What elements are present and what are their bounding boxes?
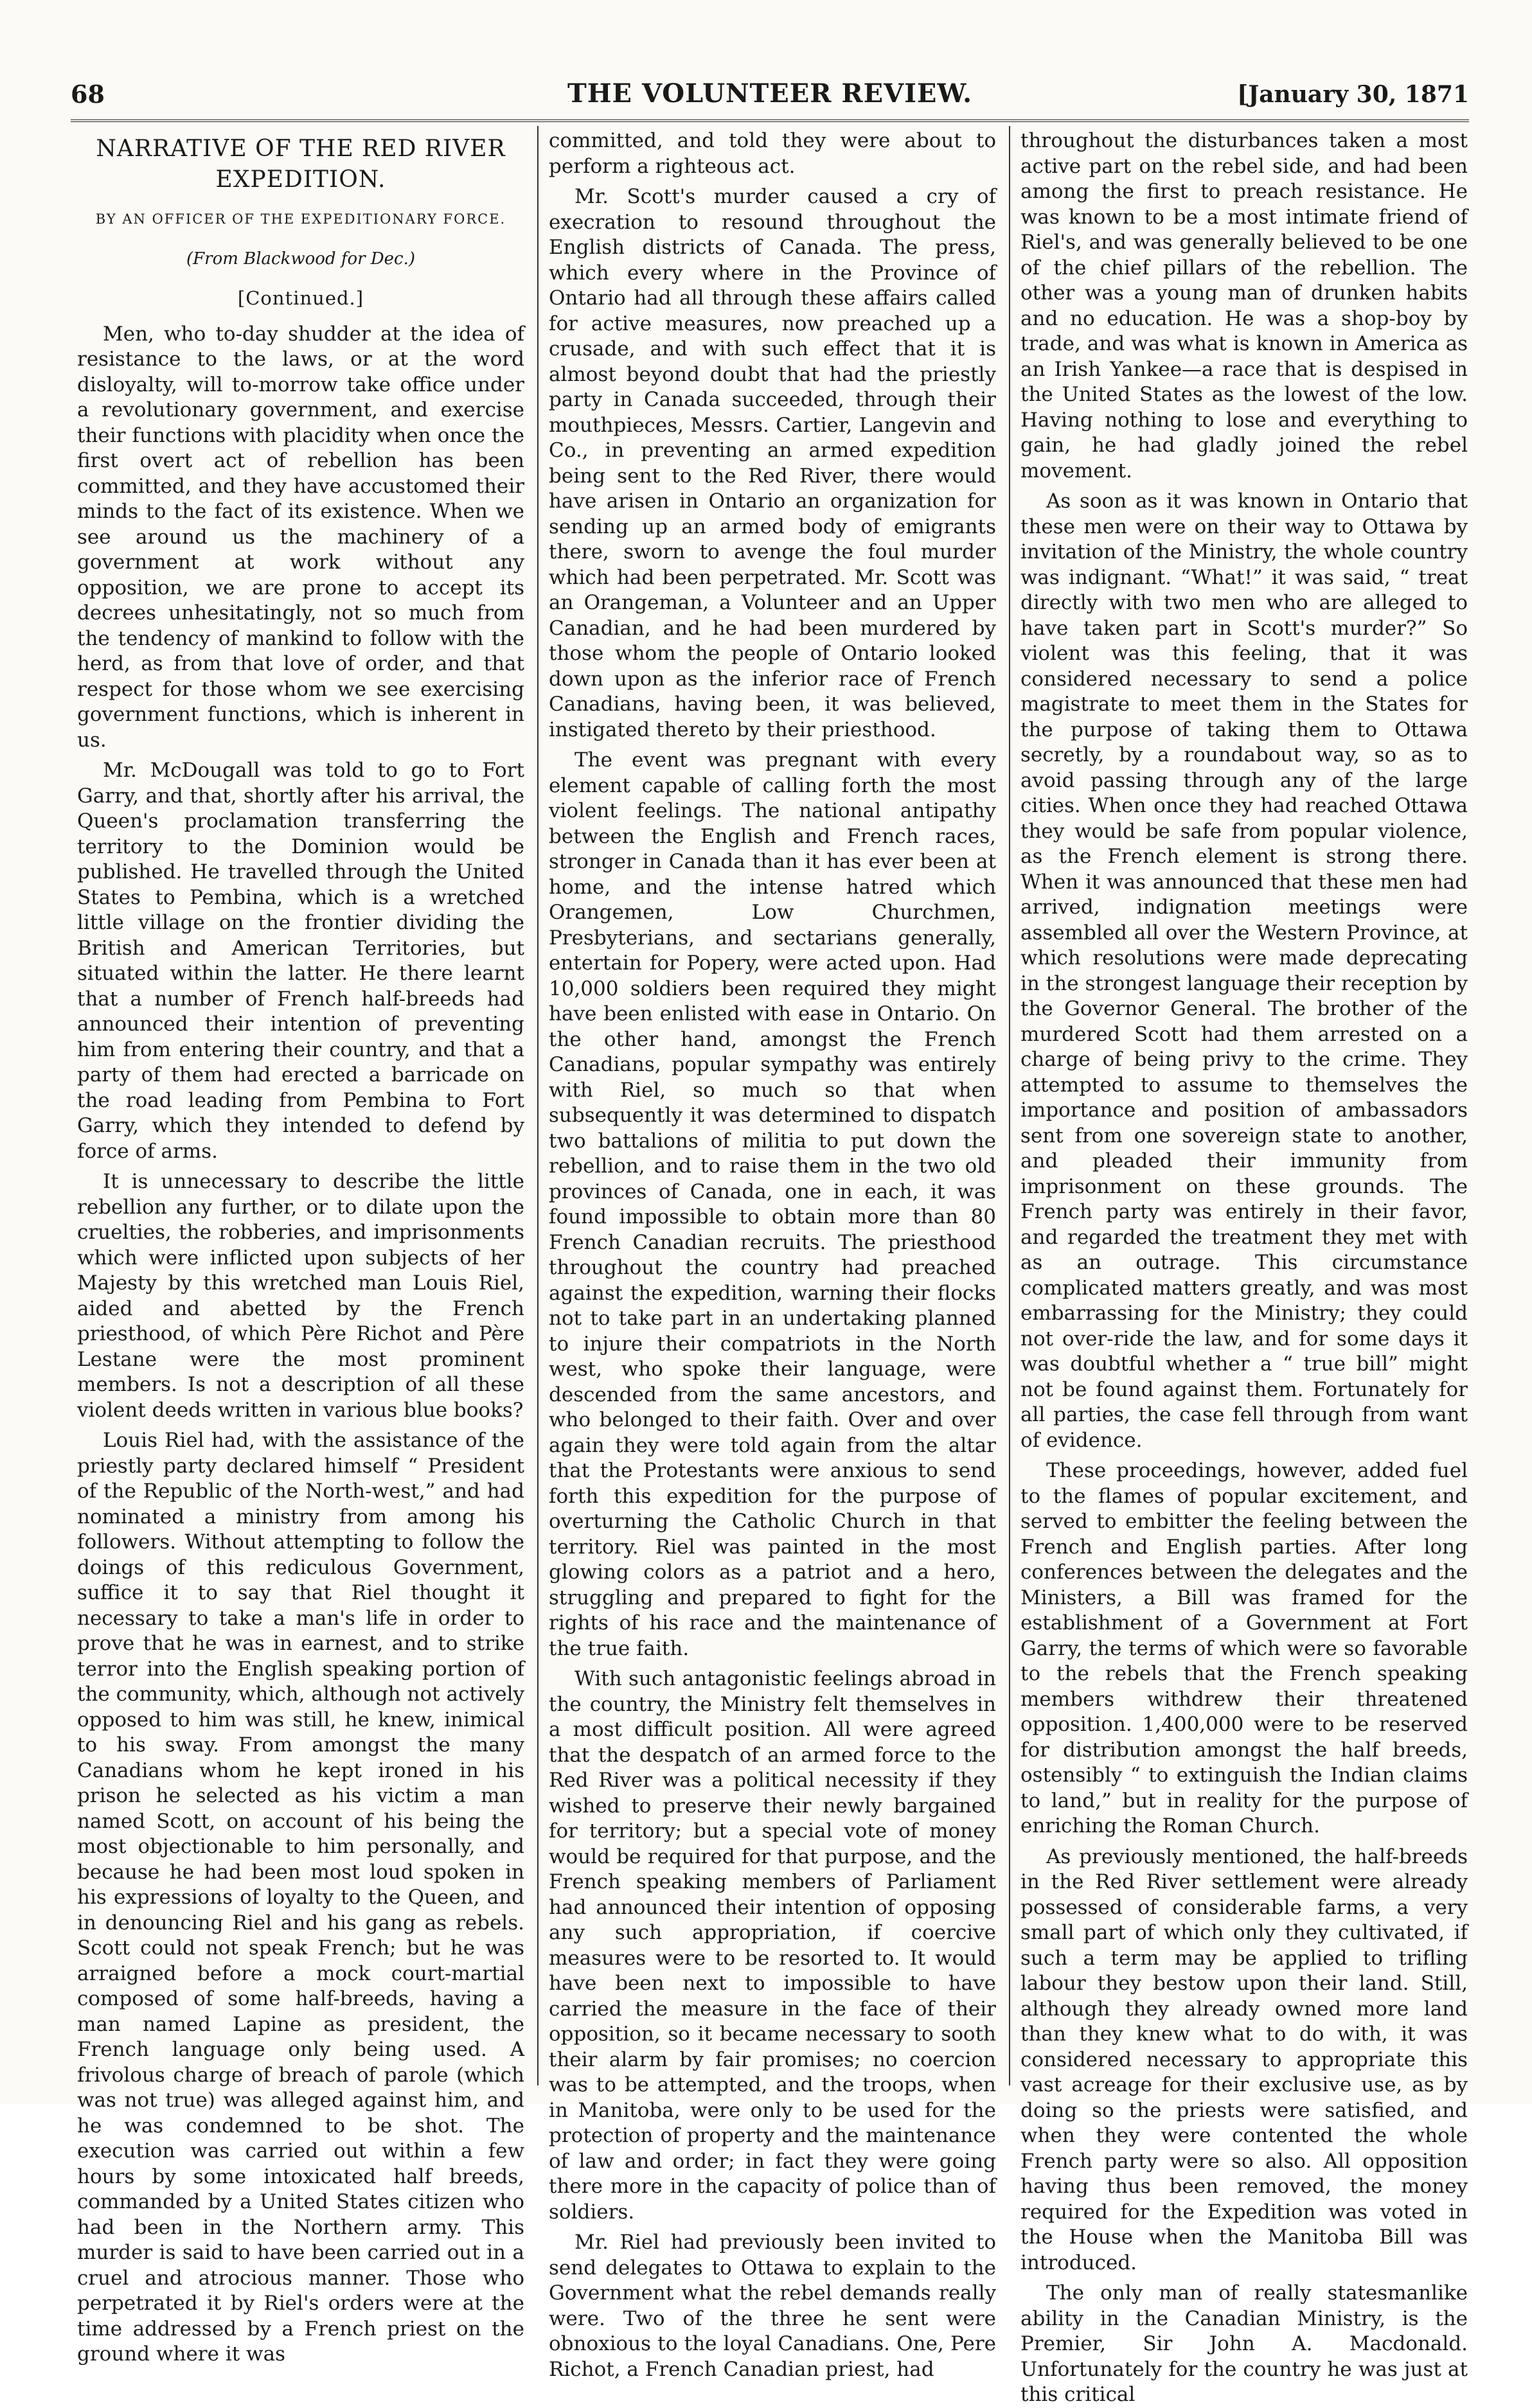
paragraph: Mr. Scott's murder caused a cry of execration to resound throughout the English districts of Canada. The press, which every where in the Province of Ontario had all through these affairs called for active measures, now preached up a crusade, and with such effect that it is almost beyond doubt that had the priestly party in Canada succeeded, through their mouthpieces, Messrs. Cartier, Langevin and Co., in preventing an armed expedition being sent to the Red River, there would have arisen in Ontario an organization for sending up an armed body of emigrants there, sworn to avenge the foul murder which had been perpetrated. Mr. Scott was an Orangeman, a Volunteer and an Upper Canadian, and he had been murdered by those whom the people of Ontario looked down upon as the inferior race of French Canadians, having been, it was believed, instigated thereto by their priesthood.	[549, 185, 996, 741]
paragraph: As previously mentioned, the half-breeds in the Red River settlement were already possessed of considerable farms, a very small part of which only they cultivated, if such a term may be applied to trifling labour they bestow upon their land. Still, although they already owned more land than they knew what to do with, it was considered necessary to appropriate this vast acreage for their exclusive use, as by doing so the priests were satisfied, and when they were contented the whole French party were so also. All opposition having thus been removed, the money required for the Expedition was voted in the House when the Manitoba Bill was introduced.	[1020, 1845, 1468, 2274]
masthead: THE VOLUNTEER REVIEW.	[567, 78, 973, 109]
continued-note: [Continued.]	[237, 287, 364, 309]
paragraph: Louis Riel had, with the assistance of the priestly party declared himself “ President of the Republic of the North-west,” and had nominated a ministry from among his followers. Without attempting to follow the doings of this rediculous Government, suffice it to say that Riel thought it necessary to take a man's life in order to prove that he was in earnest, and to strike terror into the English speaking portion of the community, which, although not actively opposed to him was still, he knew, inimical to his sway. From amongst the many Canadians whom he kept ironed in his prison he selected as his victim a man named Scott, on account of his being the most objectionable to him personally, and because he had been most loud spoken in his expressions of loyalty to the Queen, and in denouncing Riel and his gang as rebels. Scott could not speak French; but he was arraigned before a mock court-martial composed of some half-breeds, having a man named Lapine as president, the French language only being used. A frivolous charge of breach of parole (which was not true) was alleged against him, and he was condemned to be shot. The execution was carried out within a few hours by some intoxicated half breeds, commanded by a United States citizen who had been in the Northern army. This murder is said to have been carried out in a cruel and atrocious manner. Those who perpetrated it by Riel's orders were at the time addressed by a French priest on the ground where it was	[77, 1429, 524, 2366]
paragraph: Mr. Riel had previously been invited to send delegates to Ottawa to explain to the Government what the rebel demands really were. Two of the three he sent were obnoxious to the loyal Canadians. One, Pere Richot, a French Canadian priest, had	[549, 2231, 996, 2381]
header-rule	[71, 120, 1469, 122]
paragraph-continuation: committed, and told they were about to perform a righteous act.	[549, 129, 996, 178]
paragraph: As soon as it was known in Ontario that these men were on their way to Ottawa by invitation of the Ministry, the whole country was indignant. “What!” it was said, “ treat directly with two men who are alleged to have taken part in Scott's murder?” So violent was this feeling, that it was considered necessary to send a police magistrate to meet them in the States for the purpose of taking them to Ottawa secretly, by a roundabout way, so as to avoid passing through any of the large cities. When once they had reached Ottawa they would be safe from popular violence, as the French element is strong there. When it was announced that these men had arrived, indignation meetings were assembled all over the Western Province, at which resolutions were made deprecating in the strongest language their reception by the Governor General. The brother of the murdered Scott had them arrested on a charge of being privy to the crime. They attempted to assume to themselves the importance and position of ambassadors sent from one sovereign state to another, and pleaded their immunity from imprisonment on these grounds. The French party was entirely in their favor, and regarded the treatment they met with as an outrage. This circumstance complicated matters greatly, and was most embarrassing for the Ministry; they could not over-ride the law, and for some days it was doubtful whether a “ true bill” might not be found against them. Fortunately for all parties, the case fell through from want of evidence.	[1020, 490, 1468, 1452]
paragraph: Men, who to-day shudder at the idea of resistance to the laws, or at the word disloyalty, will to-morrow take office under a revolutionary government, and exercise their functions with placidity when once the first overt act of rebellion has been committed, and they have accustomed their minds to the fact of its existence. When we see around us the machinery of a government at work without any opposition, we are prone to accept its decrees unhesitatingly, not so much from the tendency of mankind to follow with the herd, as from that love of order, and that respect for those whom we see exercising government functions, which is inherent in us.	[77, 322, 524, 752]
paragraph: These proceedings, however, added fuel to the flames of popular excitement, and served to embitter the feeling between the French and English parties. After long conferences between the delegates and the Ministers, a Bill was framed for the establishment of a Government at Fort Garry, the terms of which were so favorable to the rebels that the French speaking members withdrew their threatened opposition. 1,400,000 were to be reserved for distribution amongst the half breeds, ostensibly “ to extinguish the Indian claims to land,” but in reality for the purpose of enriching the Roman Church.	[1020, 1459, 1468, 1837]
paragraph: It is unnecessary to describe the little rebellion any further, or to dilate upon the cruelties, the robberies, and imprisonments which were inflicted upon subjects of her Majesty by this wretched man Louis Riel, aided and abetted by the French priesthood, of which Père Richot and Père Lestane were the most prominent members. Is not a description of all these violent deeds written in various blue books?	[77, 1170, 524, 1422]
column-rule	[537, 126, 539, 2085]
column-rule	[1009, 126, 1010, 2085]
issue-date: [January 30, 1871	[1237, 81, 1469, 108]
column-3	[1020, 128, 1468, 2406]
paragraph: Mr. McDougall was told to go to Fort Garry, and that, shortly after his arrival, the Queen's proclamation transferring the territory to the Dominion would be published. He travelled through the United States to Pembina, which is a wretched little village on the frontier dividing the British and American Territories, but situated within the latter. He there learnt that a number of French half-breeds had announced their intention of preventing him from entering their country, and that a party of them had erected a barricade on the road leading from Pembina to Fort Garry, which they intended to defend by force of arms.	[77, 759, 524, 1163]
column-2	[549, 128, 996, 2381]
byline: BY AN OFFICER OF THE EXPEDITIONARY FORCE.	[95, 211, 506, 227]
paragraph: With such antagonistic feelings abroad in the country, the Ministry felt themselves in a most difficult position. All were agreed that the despatch of an armed force to the Red River was a political necessity if they wished to preserve their newly bargained for territory; but a special vote of money would be required for that purpose, and the French speaking members of Parliament had announced their intention of opposing any such appropriation, if coercive measures were to be resorted to. It would have been next to impossible to have carried the measure in the face of their opposition, so it became necessary to sooth their alarm by fair promises; no coercion was to be attempted, and the troops, when in Manitoba, were only to be used for the protection of property and the maintenance of law and order; in fact they were going there more in the capacity of police than of soldiers.	[549, 1667, 996, 2224]
running-head	[71, 76, 1469, 113]
article-title: NARRATIVE OF THE RED RIVER EXPEDITION.	[96, 136, 506, 193]
paragraph: The event was pregnant with every element capable of calling forth the most violent feelings. The national antipathy between the English and French races, stronger in Canada than it has ever been at home, and the intense hatred which Orangemen, Low Churchmen, Presbyterians, and sectarians generally, entertain for Popery, were acted upon. Had 10,000 soldiers been required they might have been enlisted with ease in Ontario. On the other hand, amongst the French Canadians, popular sympathy was entirely with Riel, so much so that when subsequently it was determined to dispatch two battalions of militia to put down the rebellion, and to raise them in the two old provinces of Canada, one in each, it was found impossible to obtain more than 80 French Canadian recruits. The priesthood throughout the country had preached against the expedition, warning their flocks not to take part in an undertaking planned to injure their compatriots in the North west, who spoke their language, were descended from the same ancestors, and who belonged to their faith. Over and over again they were told again from the altar that the Protestants were anxious to send forth this expedition for the purpose of overturning the Catholic Church in that territory. Riel was painted in the most glowing colors as a patriot and a hero, struggling and prepared to fight for the rights of his race and the maintenance of the true faith.	[549, 748, 996, 1660]
page-number: 68	[71, 80, 105, 109]
paragraph-continuation: throughout the disturbances taken a most active part on the rebel side, and had been among the first to preach resistance. He was known to be a most intimate friend of Riel's, and was generally believed to be one of the chief pillars of the rebellion. The other was a young man of drunken habits and no education. He was a shop-boy by trade, and was what is known in America as an Irish Yankee—a race that is despised in the United States as the lowest of the low. Having nothing to lose and everything to gain, he had gladly joined the rebel movement.	[1020, 129, 1468, 482]
column-1	[77, 128, 524, 2366]
source-note: (From Blackwood for Dec.)	[186, 249, 416, 269]
paragraph: The only man of really statesmanlike ability in the Canadian Ministry, is the Premier, Sir John A. Macdonald. Unfortunately for the country he was just at this critical	[1020, 2281, 1468, 2406]
